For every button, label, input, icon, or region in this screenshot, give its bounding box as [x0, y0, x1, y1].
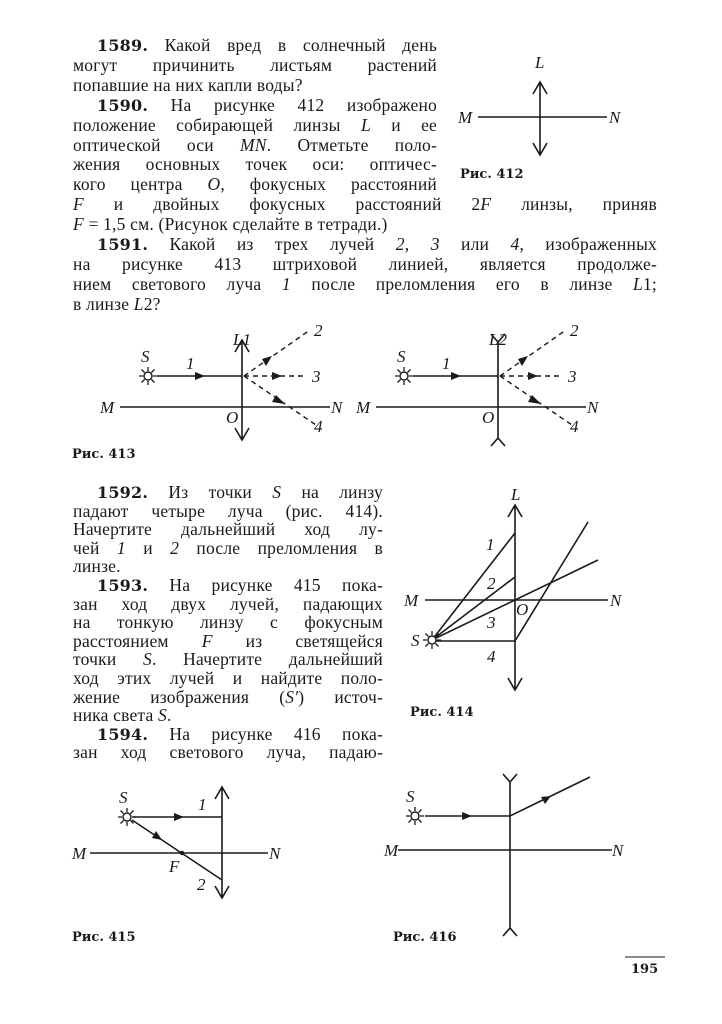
text-segment: L [133, 293, 144, 314]
svg-text:4: 4 [570, 417, 579, 436]
text-segment: . [166, 705, 172, 726]
focus-point [180, 851, 184, 855]
text-segment: 1 [116, 537, 126, 558]
text-segment: расстоянием [73, 630, 202, 651]
text-segment: S [142, 649, 152, 670]
text-segment: F [73, 214, 84, 235]
svg-text:F: F [169, 857, 180, 876]
svg-text:S: S [119, 788, 128, 807]
figure-415 [71, 787, 282, 945]
text-segment: из светящейся [212, 630, 383, 651]
text-segment: 3 [430, 234, 440, 254]
label-M: M [458, 108, 473, 127]
text-segment: или [439, 234, 511, 254]
svg-text:2: 2 [314, 321, 323, 340]
svg-text:2: 2 [197, 875, 206, 894]
text-segment: кого центра [73, 174, 208, 195]
svg-text:S: S [397, 347, 406, 366]
text-segment: O [207, 174, 221, 195]
text-segment: зан ход светового луча, падаю- [73, 742, 383, 763]
text-segment: после преломления в [179, 537, 384, 558]
svg-text:1: 1 [486, 535, 495, 554]
text-segment: и двойных фокусных расстояний 2 [83, 194, 481, 215]
text-segment: F [480, 194, 492, 215]
text-segment: , [404, 234, 431, 254]
text-segment: Какой из трех лучей [148, 234, 396, 254]
text-segment: 2 [170, 537, 180, 558]
figure-413-L1 [99, 321, 344, 440]
svg-text:L: L [511, 485, 521, 504]
svg-text:N: N [331, 398, 343, 417]
problem-number: 1594. [97, 724, 149, 744]
svg-text:N: N [587, 398, 599, 417]
text-segment: S′ [285, 686, 299, 707]
text-segment: и [125, 537, 171, 558]
svg-text:S: S [406, 787, 415, 806]
text-segment: S [272, 482, 282, 502]
page-number: 195 [631, 962, 659, 977]
label-N: N [609, 108, 621, 127]
text-segment: 4 [510, 234, 520, 254]
text-segment: 1 [281, 273, 291, 294]
text-segment: = 1,5 см. (Рисунок сделайте в тетради.) [83, 214, 388, 235]
text-segment: ника света [73, 705, 159, 726]
text-segment: и ее [370, 114, 438, 135]
text-segment: жения основных точек оси: оптичес- [73, 154, 437, 175]
text-segment: в линзе [73, 293, 134, 314]
svg-text:N: N [269, 844, 281, 863]
text-segment: S [158, 705, 167, 726]
svg-text:N: N [610, 591, 622, 610]
text-segment: L [633, 273, 643, 294]
figure-413 [72, 321, 600, 462]
figure-413-L2 [355, 321, 600, 446]
figure-caption: Рис. 415 [72, 930, 136, 945]
diverging-lens [503, 774, 517, 936]
text-segment: Из точки [148, 482, 273, 502]
label-L: L [535, 53, 545, 72]
text-segment: F [73, 194, 84, 215]
text-segment: . Отметьте поло- [266, 134, 438, 155]
text-segment: точки [73, 649, 143, 670]
text-segment: . Начертите дальнейший [151, 649, 383, 670]
converging-lens [215, 787, 229, 898]
text-segment: зан ход двух лучей, падающих [73, 593, 383, 614]
figure-416 [383, 774, 625, 945]
svg-text:M: M [384, 841, 399, 860]
text-segment: чей [73, 537, 117, 558]
text-segment: Начертите дальнейший ход лу- [73, 519, 383, 540]
text-segment: Какой вред в солнечный день [148, 35, 437, 55]
text-segment: после преломления его в линзе [290, 273, 634, 294]
svg-text:L2: L2 [489, 330, 507, 349]
svg-text:M: M [404, 591, 419, 610]
diverging-lens [491, 334, 505, 446]
text-segment: 2? [143, 293, 161, 314]
figure-caption: Рис. 414 [410, 705, 474, 720]
text-segment: на рисунке 413 штриховой линией, является продолже- [73, 253, 657, 274]
problem-number: 1592. [97, 483, 149, 502]
svg-text:M: M [72, 844, 87, 863]
text-segment: 2 [395, 234, 405, 254]
problem-number: 1593. [97, 576, 149, 595]
figure-412 [457, 53, 622, 182]
svg-text:3: 3 [568, 367, 577, 386]
text-segment: ) источ- [298, 686, 384, 707]
svg-text:3: 3 [312, 367, 321, 386]
text-segment: MN [240, 134, 267, 155]
text-segment: положение собирающей линзы [73, 114, 361, 135]
text-segment: оптической оси [73, 134, 241, 155]
svg-text:S: S [411, 631, 420, 650]
text-segment: падают четыре луча (рис. 414). [73, 500, 383, 521]
text-segment: могут причинить листьям растений [73, 54, 437, 75]
text-segment: На рисунке 416 пока- [148, 723, 383, 744]
svg-text:2: 2 [487, 574, 496, 593]
svg-text:2: 2 [570, 321, 579, 340]
svg-text:M: M [100, 398, 115, 417]
svg-text:L1: L1 [233, 330, 251, 349]
svg-text:4: 4 [487, 647, 496, 666]
svg-text:4: 4 [314, 417, 323, 436]
text-segment: линзе. [73, 556, 121, 577]
text-segment: попавшие на них капли воды? [73, 74, 303, 95]
text-segment: , изображенных [519, 234, 658, 254]
svg-text:N: N [612, 841, 624, 860]
figure-caption: Рис. 413 [72, 447, 136, 462]
text-segment: линзы, приняв [491, 194, 657, 215]
text-segment: на линзу [281, 482, 383, 502]
svg-text:O: O [482, 408, 495, 427]
text-segment: жение изображения ( [73, 686, 286, 707]
figure-caption: Рис. 412 [460, 167, 524, 182]
problem-number: 1589. [97, 36, 149, 55]
text-segment: на тонкую линзу с фокусным [73, 612, 383, 633]
figure-414 [403, 485, 623, 720]
text-segment: L [360, 114, 371, 135]
text-segment: На рисунке 412 изображено [148, 94, 437, 115]
svg-text:S: S [141, 347, 150, 366]
text-segment: F [201, 630, 213, 651]
text-segment: нием светового луча [73, 273, 282, 294]
text-segment: 1; [642, 273, 657, 294]
svg-text:M: M [356, 398, 371, 417]
text-segment: На рисунке 415 пока- [148, 575, 383, 595]
text-segment: ход этих лучей и найдите поло- [73, 668, 383, 688]
problem-number: 1590. [97, 95, 149, 115]
figure-caption: Рис. 416 [393, 930, 457, 945]
problem-number: 1591. [97, 235, 149, 254]
converging-lens [533, 82, 547, 155]
svg-text:3: 3 [487, 613, 496, 632]
svg-text:1: 1 [198, 795, 207, 814]
svg-text:O: O [226, 408, 239, 427]
text-segment: , фокусных расстояний [220, 174, 437, 195]
svg-text:O: O [516, 600, 529, 619]
svg-text:1: 1 [442, 354, 451, 373]
svg-text:1: 1 [186, 354, 195, 373]
